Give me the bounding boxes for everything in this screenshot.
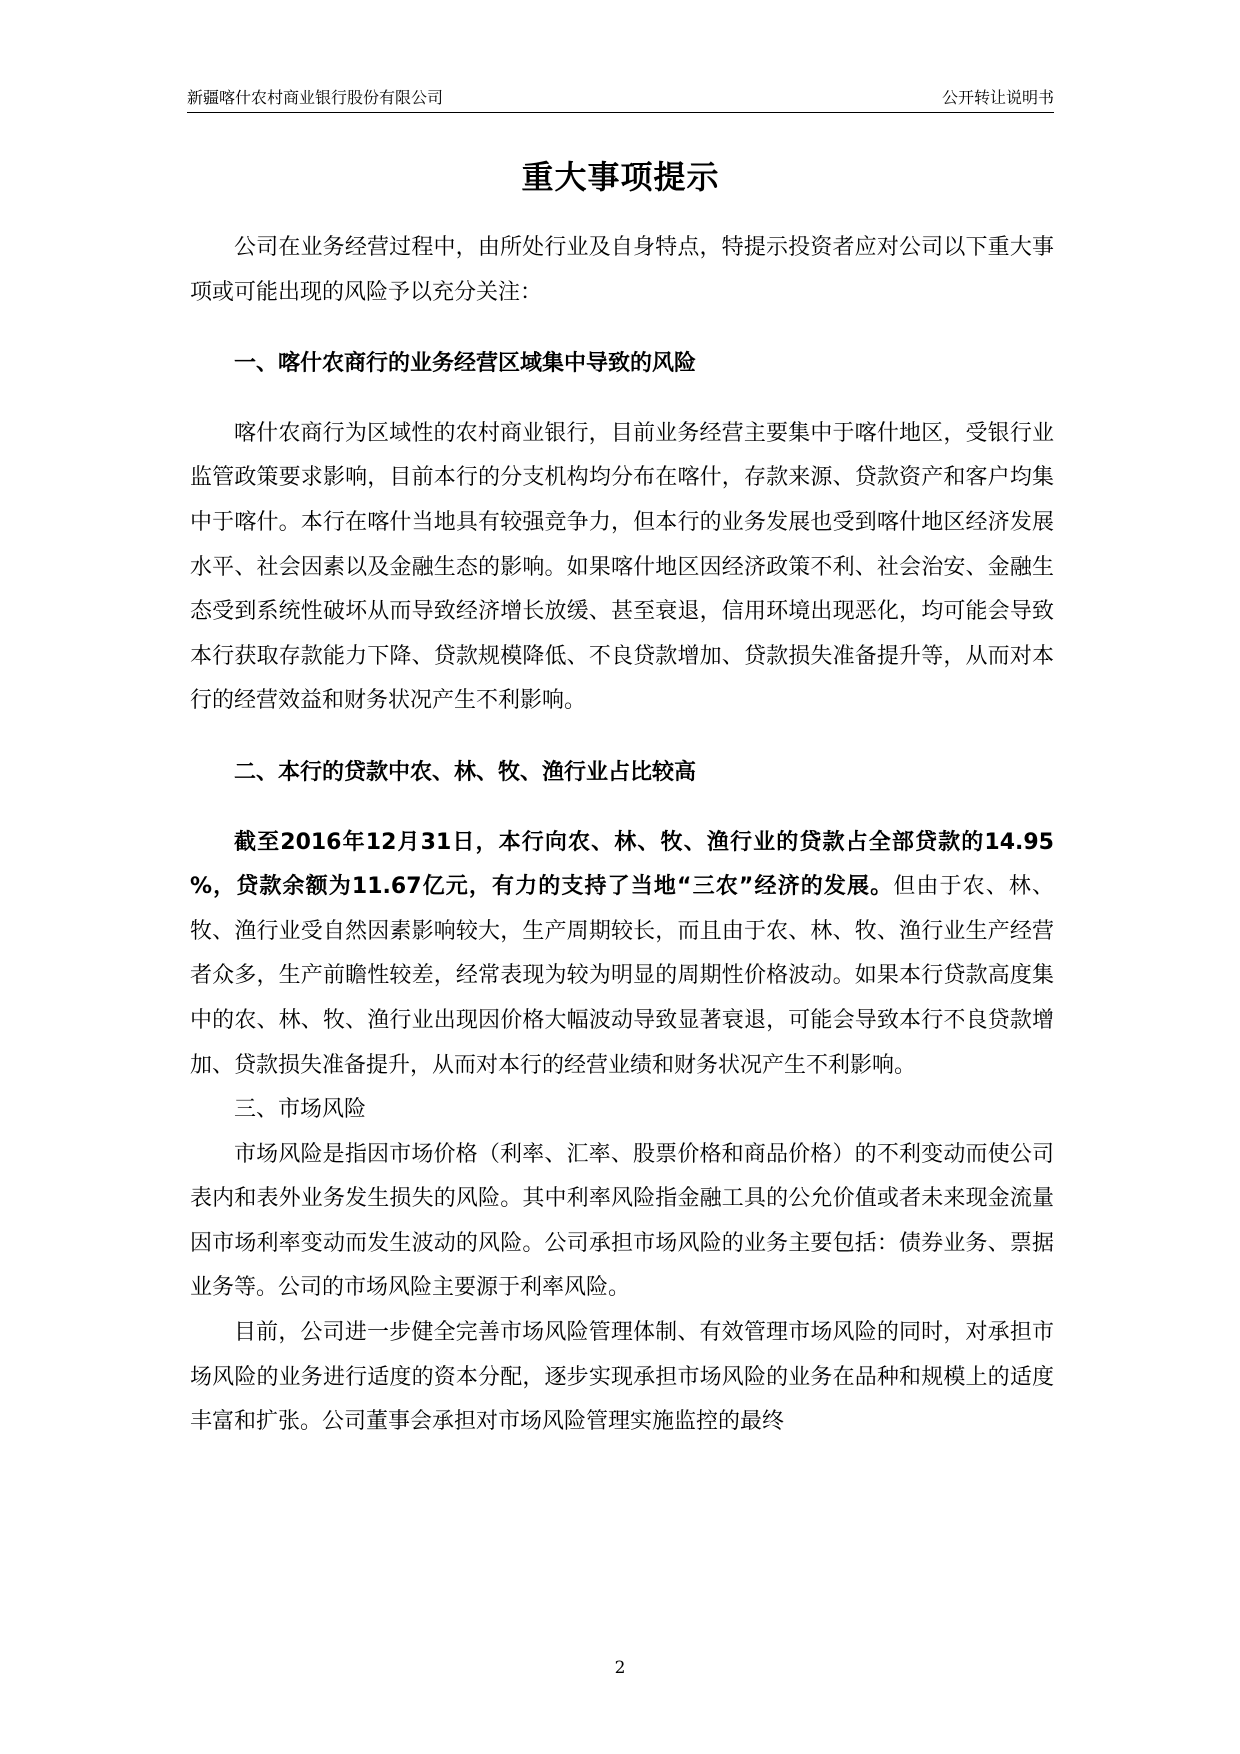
page-number: 2 <box>614 1658 626 1678</box>
document-body <box>190 226 1054 1445</box>
section-2-highlight-text: 截至2016年12月31日，本行向农、林、牧、渔行业的贷款占全部贷款的14.95 %，贷款余额为11.67亿元，有力的支持了当地“三农”经济的发展。 <box>190 829 1054 900</box>
intro-paragraph: 公司在业务经营过程中，由所处行业及自身特点，特提示投资者应对公司以下重大事项或可能出现的风险予以充分关注： <box>190 235 1054 305</box>
section-2-paragraph <box>190 821 1054 1089</box>
section-3-paragraph-2: 目前，公司进一步健全完善市场风险管理体制、有效管理市场风险的同时，对承担市场风险的业务进行适度的资本分配，逐步实现承担市场风险的业务在品种和规模上的适度丰富和扩张。公司董事会承担对市场风险管理实施监控的最终 <box>190 1320 1054 1435</box>
header-document-type: 公开转让说明书 <box>941 88 1054 107</box>
section-1-heading: 一、喀什农商行的业务经营区域集中导致的风险 <box>234 350 697 377</box>
section-3-paragraph-1: 市场风险是指因市场价格（利率、汇率、股票价格和商品价格）的不利变动而使公司表内和表外业务发生损失的风险。其中利率风险指金融工具的公允价值或者未来现金流量因市场利率变动而发生波动的风险。公司承担市场风险的业务主要包括：债券业务、票据业务等。公司的市场风险主要源于利率风险。 <box>190 1141 1054 1301</box>
section-3-heading: 三、市场风险 <box>234 1097 367 1123</box>
section-2-heading: 二、本行的贷款中农、林、牧、渔行业占比较高 <box>234 758 697 785</box>
header-divider <box>187 112 1054 113</box>
page-header <box>187 88 1054 114</box>
page-title: 重大事项提示 <box>521 158 720 196</box>
section-1-paragraph: 喀什农商行为区域性的农村商业银行，目前业务经营主要集中于喀什地区，受银行业监管政策要求影响，目前本行的分支机构均分布在喀什，存款来源、贷款资产和客户均集中于喀什。本行在喀什当地具有较强竞争力，但本行的业务发展也受到喀什地区经济发展水平、社会因素以及金融生态的影响。如果喀什地区因经济政策不利、社会治安、金融生态受到系统性破坏从而导致经济增长放缓、甚至衰退，信用环境出现恶化，均可能会导致本行获取存款能力下降、贷款规模降低、不良贷款增加、贷款损失准备提升等，从而对本行的经营效益和财务状况产生不利影响。 <box>190 420 1054 714</box>
section-2-body-text: 但由于农、林、牧、渔行业受自然因素影响较大，生产周期较长，而且由于农、林、牧、渔行业生产经营者众多，生产前瞻性较差，经常表现为较为明显的周期性价格波动。如果本行贷款高度集中的农、林、牧、渔行业出现因价格大幅波动导致显著衰退，可能会导致本行不良贷款增加、贷款损失准备提升，从而对本行的经营业绩和财务状况产生不利影响。 <box>190 874 1054 1078</box>
header-company-name: 新疆喀什农村商业银行股份有限公司 <box>187 88 444 107</box>
